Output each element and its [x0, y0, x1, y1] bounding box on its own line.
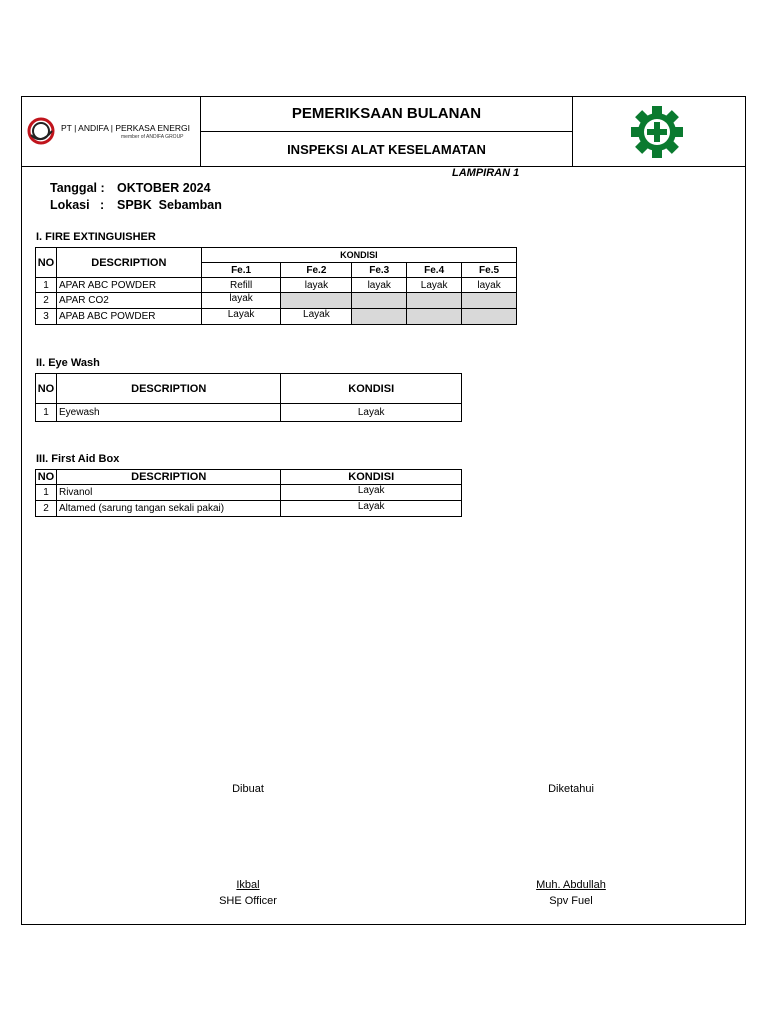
page-subtitle: INSPEKSI ALAT KESELAMATAN: [287, 141, 486, 157]
fire-section-title: I. FIRE EXTINGUISHER: [36, 231, 156, 243]
row-value: layak: [462, 278, 517, 293]
row-value-empty: [407, 293, 462, 309]
page-title: PEMERIKSAAN BULANAN: [201, 96, 572, 132]
row-no: 1: [36, 485, 57, 501]
fire-subcol: Fe.5: [462, 263, 517, 278]
row-no: 1: [36, 404, 57, 422]
date-label: Tanggal :: [50, 181, 105, 195]
row-kondisi: Layak: [281, 485, 462, 501]
company-logo-icon: [25, 115, 57, 147]
safety-gear-cross-icon: [629, 106, 685, 158]
row-no: 3: [36, 309, 57, 325]
table-row: [36, 404, 462, 422]
row-description: Altamed (sarung tangan sekali pakai): [56, 501, 280, 517]
fire-subcol: Fe.2: [281, 263, 352, 278]
table-row: [36, 293, 517, 309]
table-row: [36, 501, 462, 517]
table-row: [36, 309, 517, 325]
row-value-empty: [281, 293, 352, 309]
row-value: Layak: [201, 309, 281, 325]
row-value: layak: [281, 278, 352, 293]
row-kondisi: Layak: [281, 404, 462, 422]
row-description: Rivanol: [56, 485, 280, 501]
company-name: PT | ANDIFA | PERKASA ENERGI: [61, 123, 190, 133]
fire-subcol: Fe.4: [407, 263, 462, 278]
row-no: 2: [36, 501, 57, 517]
row-value-empty: [352, 309, 407, 325]
eyewash-section-title: II. Eye Wash: [36, 357, 100, 369]
fire-subcol: Fe.1: [201, 263, 281, 278]
row-value-empty: [462, 309, 517, 325]
eyewash-table: [35, 373, 462, 422]
row-description: APAB ABC POWDER: [56, 309, 201, 325]
attachment-label: LAMPIRAN 1: [452, 167, 520, 179]
row-value: Refill: [201, 278, 281, 293]
location-label: Lokasi :: [50, 198, 105, 212]
company-logo-cell: [21, 96, 201, 166]
firstaid-col-description: DESCRIPTION: [56, 470, 280, 485]
eyewash-col-description: DESCRIPTION: [56, 374, 280, 404]
known-by-name: Muh. Abdullah: [536, 879, 606, 891]
eyewash-col-kondisi: KONDISI: [281, 374, 462, 404]
fire-col-kondisi: KONDISI: [201, 248, 516, 263]
made-by-role: SHE Officer: [219, 895, 277, 907]
fire-col-description: DESCRIPTION: [56, 248, 201, 278]
firstaid-col-kondisi: KONDISI: [281, 470, 462, 485]
eyewash-col-no: NO: [36, 374, 57, 404]
row-kondisi: Layak: [281, 501, 462, 517]
firstaid-section-title: III. First Aid Box: [36, 453, 120, 465]
safety-logo-cell: [572, 96, 746, 166]
known-by-role: Spv Fuel: [549, 895, 593, 907]
header-divider: [21, 166, 746, 167]
row-description: Eyewash: [56, 404, 280, 422]
row-value-empty: [462, 293, 517, 309]
fire-col-no: NO: [36, 248, 57, 278]
row-value: Layak: [407, 278, 462, 293]
row-description: APAR CO2: [56, 293, 201, 309]
made-by-label: Dibuat: [232, 783, 264, 795]
location-value: SPBK Sebamban: [117, 198, 222, 212]
firstaid-col-no: NO: [36, 470, 57, 485]
date-value: OKTOBER 2024: [117, 181, 211, 195]
row-value-empty: [352, 293, 407, 309]
table-row: [36, 485, 462, 501]
made-by-name: Ikbal: [236, 879, 260, 891]
fire-subcol: Fe.3: [352, 263, 407, 278]
fire-extinguisher-table: [35, 247, 517, 325]
row-value-empty: [407, 309, 462, 325]
table-row: [36, 278, 517, 293]
row-value: layak: [352, 278, 407, 293]
known-by-label: Diketahui: [548, 783, 594, 795]
company-subtitle: member of ANDIFA GROUP: [121, 134, 184, 140]
row-value: Layak: [281, 309, 352, 325]
row-no: 2: [36, 293, 57, 309]
firstaid-table: [35, 469, 462, 517]
row-no: 1: [36, 278, 57, 293]
row-value: layak: [201, 293, 281, 309]
row-description: APAR ABC POWDER: [56, 278, 201, 293]
